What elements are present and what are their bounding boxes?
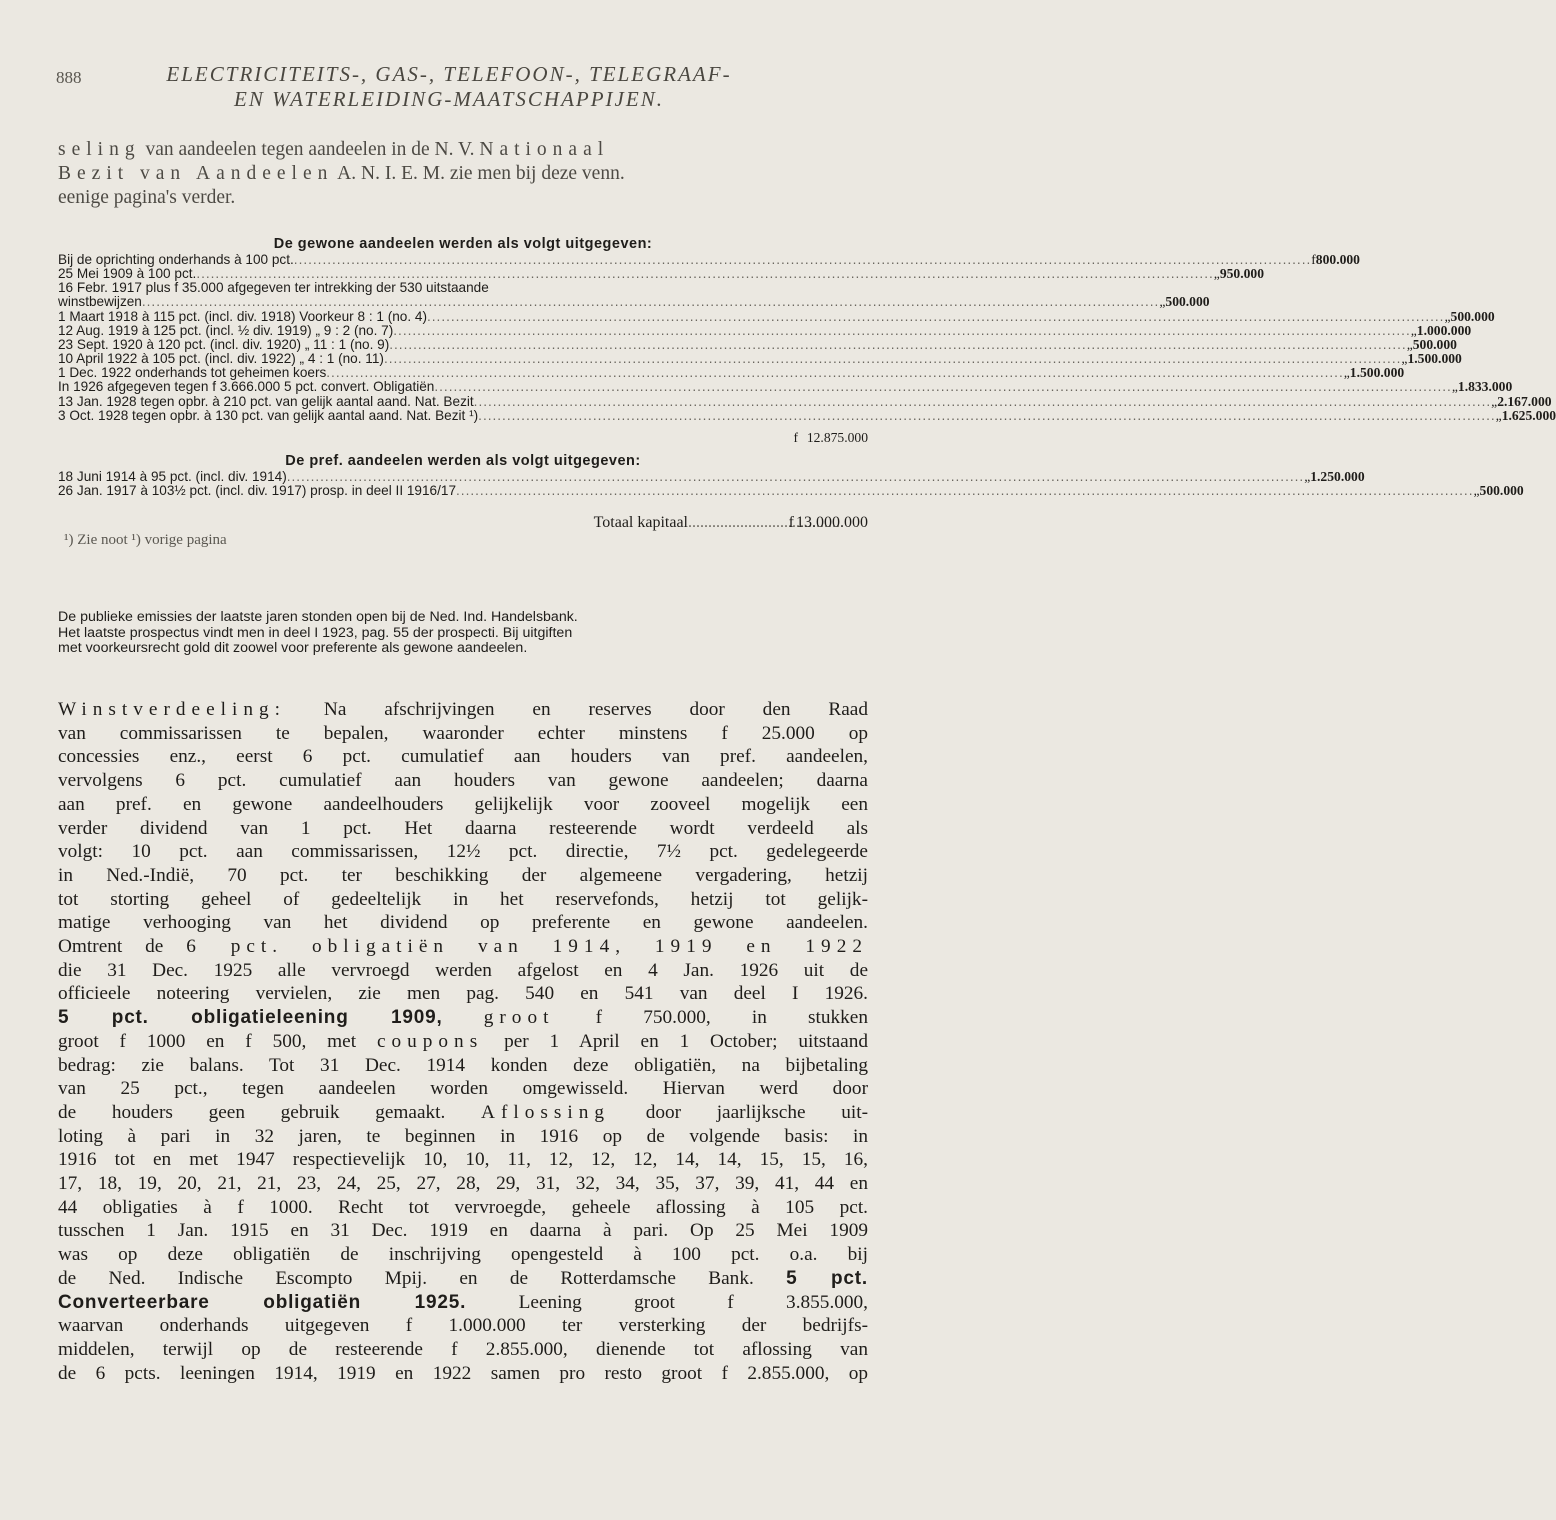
note-line: met voorkeursrecht gold dit zoowel voor preferente als gewone aandeelen.: [58, 640, 528, 657]
section-heading-1925: Converteerbare obligatiën 1925.: [58, 1291, 467, 1313]
body-text-span: groot: [483, 1007, 555, 1029]
body-text-span: coupons: [376, 1030, 484, 1052]
body-line: volgt: 10 pct. aan commissarissen, 12½ pct. directie, 7½ pct. gedelegeerde: [58, 841, 868, 863]
body-line: 1916 tot en met 1947 respectievelijk 10, 10, 11, 12, 12, 12, 14, 14, 15, 15, 16,: [58, 1149, 868, 1171]
leader-dots: [427, 310, 1444, 324]
table-row: [58, 322, 1472, 338]
table-row: [58, 393, 1552, 409]
leader-dots: [456, 484, 1473, 498]
body-line: vervolgens 6 pct. cumulatief aan houders van gewone aandeelen; daarna: [58, 770, 868, 792]
subtotal-currency: f: [793, 430, 798, 446]
table-row: [58, 281, 868, 295]
row-currency: „: [1159, 294, 1166, 310]
body-text-span: per 1 April en 1 October; uitstaand: [504, 1030, 868, 1052]
preferred-shares-title: De pref. aandeelen werden als volgt uitgegeven:: [285, 453, 641, 470]
row-label: 26 Jan. 1917 à 103½ pct. (incl. div. 1917) prosp. in deel II 1916/17: [58, 483, 457, 499]
row-label: 13 Jan. 1928 tegen opbr. à 210 pct. van gelijk aantal aand. Nat. Bezit: [58, 393, 474, 409]
row-currency: f: [1311, 251, 1316, 267]
row-currency: „: [1410, 322, 1417, 338]
section-heading-1925: 5 pct.: [786, 1267, 868, 1289]
body-line: middelen, terwijl op de resteerende f 2.855.000, dienende tot aflossing van: [58, 1338, 868, 1360]
row-currency: „: [1401, 351, 1408, 367]
row-amount: 1.250.000: [1310, 469, 1365, 485]
section-heading-aflossing: Aflossing: [481, 1101, 611, 1123]
body-line: was op deze obligatiën de inschrijving opengesteld à 100 pct. o.a. bij: [58, 1244, 868, 1266]
intro-name: Nationaal: [479, 139, 610, 160]
row-currency: „: [1213, 266, 1220, 282]
intro-label: seling: [58, 139, 141, 160]
row-label: 16 Febr. 1917 plus f 35.000 afgegeven ter intrekking der 530 uitstaande: [58, 280, 489, 296]
row-amount: 950.000: [1219, 266, 1265, 282]
row-amount: 500.000: [1479, 483, 1524, 499]
row-amount: 1.625.000: [1501, 407, 1556, 423]
row-currency: „: [1491, 393, 1498, 409]
body-line: 44 obligaties à f 1000. Recht tot vervroegde, geheele aflossing à 105 pct.: [58, 1196, 868, 1218]
row-amount: 1.833.000: [1457, 379, 1513, 395]
body-line: loting à pari in 32 jaren, te beginnen in 1916 op de volgende basis: in: [58, 1125, 868, 1147]
body-text-span: door jaarlijksche uit-: [645, 1101, 869, 1123]
row-label: 25 Mei 1909 à 100 pct.: [58, 266, 197, 282]
leader-dots: [326, 366, 1343, 380]
total-label: Totaal kapitaal: [593, 514, 688, 532]
section-heading-winstverdeeling: Winstverdeeling:: [58, 699, 287, 720]
row-label: 1 Dec. 1922 onderhands tot geheimen koers: [58, 365, 327, 381]
row-amount: 2.167.000: [1497, 393, 1552, 409]
row-label: 1 Maart 1918 à 115 pct. (incl. div. 1918) Voorkeur 8 : 1 (no. 4): [58, 308, 427, 324]
intro-text: A. N. I. E. M. zie men bij deze venn.: [337, 163, 625, 184]
body-text: [58, 698, 868, 1385]
leader-dots: [434, 380, 1451, 394]
row-label: 23 Sept. 1920 à 120 pct. (incl. div. 1920) „ 11 : 1 (no. 9): [58, 336, 390, 352]
leader-dots: [142, 295, 1159, 309]
leader-dots: [294, 253, 1311, 267]
table-row: [58, 308, 1495, 324]
body-line: de 6 pcts. leeningen 1914, 1919 en 1922 samen pro resto groot f 2.855.000, op: [58, 1362, 868, 1384]
body-line: aan pref. en gewone aandeelhouders gelijkelijk voor zooveel mogelijk een: [58, 793, 868, 815]
row-label: Bij de oprichting onderhands à 100 pct.: [58, 251, 294, 267]
body-line: officieele noteering vervielen, zie men pag. 540 en 541 van deel I 1926.: [58, 983, 868, 1005]
row-amount: 500.000: [1450, 308, 1495, 324]
header-title-line2: EN WATERLEIDING-MAATSCHAPPIJEN.: [234, 87, 664, 111]
table-row: [58, 336, 1457, 352]
subtotal-amount: 12.875.000: [806, 430, 868, 446]
table-row: [58, 469, 1365, 485]
body-text-span: Omtrent de: [58, 936, 164, 958]
total-capital-row: [58, 514, 868, 532]
intro-paragraph: [58, 138, 868, 210]
body-line: tot storting geheel of gedeeltelijk in het reservefonds, hetzij tot gelijk-: [58, 888, 868, 910]
intro-text: van aandeelen tegen aandeelen in de N. V.: [145, 139, 475, 160]
section-heading-1909: 5 pct. obligatieleening 1909,: [58, 1007, 443, 1029]
ordinary-subtotal: [58, 423, 868, 453]
body-text-span: groot f 1000 en f 500, met: [58, 1030, 357, 1052]
body-line: verder dividend van 1 pct. Het daarna resteerende wordt verdeeld als: [58, 817, 868, 839]
row-amount: 500.000: [1165, 294, 1210, 310]
row-amount: 1.500.000: [1349, 365, 1405, 381]
leader-dots: [287, 470, 1304, 484]
body-line: die 31 Dec. 1925 alle vervroegd werden afgelost en 4 Jan. 1926 uit de: [58, 959, 868, 981]
body-line: concessies enz., eerst 6 pct. cumulatief aan houders van pref. aandeelen,: [58, 746, 868, 768]
row-amount: 1.000.000: [1416, 322, 1472, 338]
table-row: [58, 365, 1405, 381]
total-currency: f: [788, 514, 794, 532]
body-line: in Ned.-Indië, 70 pct. ter beschikking der algemeene vergadering, hetzij: [58, 864, 868, 886]
body-line: bedrag: zie balans. Tot 31 Dec. 1914 konden deze obligatiën, na bijbetaling: [58, 1054, 868, 1076]
row-currency: „: [1406, 336, 1413, 352]
body-line: Na afschrijvingen en reserves door den Raad: [323, 699, 869, 720]
intro-text: eenige pagina's verder.: [58, 187, 236, 208]
leader-dots: [384, 352, 1401, 366]
row-label: 3 Oct. 1928 tegen opbr. à 130 pct. van gelijk aantal aand. Nat. Bezit ¹): [58, 407, 479, 423]
capital-tables: [58, 236, 1556, 549]
header-title-line1: ELECTRICITEITS-, GAS-, TELEFOON-, TELEGRAAF-: [166, 62, 732, 86]
leader-dots: [393, 324, 1410, 338]
leader-dots: [389, 338, 1406, 352]
row-amount: 800.000: [1315, 251, 1360, 267]
emission-notes: [58, 610, 868, 657]
row-currency: „: [1473, 483, 1480, 499]
row-currency: „: [1304, 469, 1311, 485]
row-amount: 1.500.000: [1407, 351, 1462, 367]
page-header: [0, 60, 898, 120]
page-number: 888: [56, 68, 82, 87]
row-currency: „: [1451, 379, 1458, 395]
leader-dots: [474, 395, 1491, 409]
row-label: In 1926 afgegeven tegen f 3.666.000 5 pct. convert. Obligatiën: [58, 379, 435, 395]
table-row: [58, 294, 1210, 310]
leader-dots: [478, 409, 1495, 423]
table-row: [58, 407, 1556, 423]
body-text-span: Leening groot f 3.855.000,: [518, 1291, 869, 1313]
row-label: 10 April 1922 à 105 pct. (incl. div. 1922) „ 4 : 1 (no. 11): [58, 351, 384, 367]
intro-name: Bezit van Aandeelen: [58, 163, 334, 184]
table-row: [58, 379, 1513, 395]
total-amount: 13.000.000: [796, 514, 868, 532]
row-label: 12 Aug. 1919 à 125 pct. (incl. ½ div. 1919) „ 9 : 2 (no. 7): [58, 322, 394, 338]
note-line: Het laatste prospectus vindt men in deel I 1923, pag. 55 der prospecti. Bij uitgiften: [58, 624, 573, 641]
preferred-shares-rows: [58, 469, 1524, 499]
row-currency: „: [1343, 365, 1350, 381]
row-label: winstbewijzen: [58, 294, 142, 310]
body-line: tusschen 1 Jan. 1915 en 31 Dec. 1919 en daarna à pari. Op 25 Mei 1909: [58, 1220, 868, 1242]
body-text-span: de houders geen gebruik gemaakt.: [58, 1101, 446, 1123]
body-line: matige verhooging van het dividend op preferente en gewone aandeelen.: [58, 912, 868, 934]
row-currency: „: [1495, 407, 1502, 423]
ordinary-shares-title: De gewone aandeelen werden als volgt uitgegeven:: [273, 236, 653, 252]
body-line: waarvan onderhands uitgegeven f 1.000.000 ter versterking der bedrijfs-: [58, 1315, 868, 1337]
table-row: [58, 483, 1524, 499]
row-amount: 500.000: [1412, 336, 1457, 352]
table-row: [58, 251, 1360, 267]
body-text-span: de Ned. Indische Escompto Mpij. en de Rotterdamsche Bank.: [58, 1267, 754, 1289]
table-row: [58, 351, 1462, 367]
section-heading-obligaties: 6 pct. obligatiën van 1914, 1919 en 1922: [186, 936, 868, 958]
row-label: 18 Juni 1914 à 95 pct. (incl. div. 1914): [58, 469, 287, 485]
body-line: van 25 pct., tegen aandeelen worden omgewisseld. Hiervan werd door: [58, 1078, 868, 1100]
footnote: ¹) Zie noot ¹) vorige pagina: [64, 532, 227, 549]
body-line: 17, 18, 19, 20, 21, 21, 23, 24, 25, 27, 28, 29, 31, 32, 34, 35, 37, 39, 41, 44 en: [58, 1173, 868, 1195]
ordinary-shares-rows: [58, 251, 1556, 423]
leader-dots: [688, 514, 778, 532]
row-currency: „: [1444, 308, 1451, 324]
body-line: van commissarissen te bepalen, waaronder echter minstens f 25.000 op: [58, 722, 868, 744]
note-line: De publieke emissies der laatste jaren stonden open bij de Ned. Ind. Handelsbank.: [58, 609, 578, 625]
body-text-span: f 750.000, in stukken: [595, 1007, 868, 1029]
